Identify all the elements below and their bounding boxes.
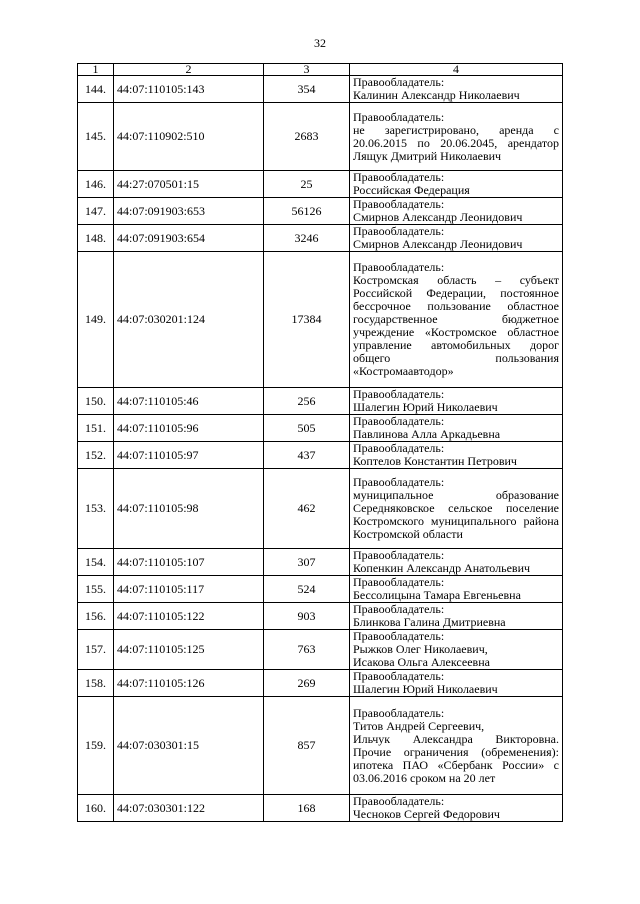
owner-cell [350, 630, 563, 670]
owner-cell [350, 697, 563, 795]
cadastral-number: 44:07:110105:122 [114, 603, 264, 630]
plot-area: 168 [264, 795, 350, 822]
owner-name: Шалегин Юрий Николаевич [353, 682, 498, 696]
row-number: 155. [78, 576, 114, 603]
table-row [78, 576, 563, 603]
cadastral-number: 44:27:070501:15 [114, 171, 264, 198]
table-row [78, 171, 563, 198]
owner-cell [350, 225, 563, 252]
plot-area: 857 [264, 697, 350, 795]
owner-name: Шалегин Юрий Николаевич [353, 400, 498, 414]
table-row [78, 103, 563, 171]
owner-name: Рыжков Олег Николаевич, Исакова Ольга Алексеевна [353, 642, 490, 669]
cadastral-number: 44:07:030301:15 [114, 697, 264, 795]
table-header-row [78, 64, 563, 76]
row-number: 158. [78, 670, 114, 697]
owner-label: Правообладатель: [353, 109, 445, 124]
plot-area: 903 [264, 603, 350, 630]
row-number: 147. [78, 198, 114, 225]
row-number: 151. [78, 415, 114, 442]
row-number: 152. [78, 442, 114, 469]
owner-cell [350, 252, 563, 388]
owner-label: Правообладатель: [353, 224, 445, 238]
plot-area: 524 [264, 576, 350, 603]
owner-name: Бессолицына Тамара Евгеньевна [353, 588, 521, 602]
plot-area: 2683 [264, 103, 350, 171]
owner-name: Коптелов Константин Петрович [353, 454, 517, 468]
table-body [78, 76, 563, 822]
owner-cell [350, 76, 563, 103]
cadastral-number: 44:07:110105:107 [114, 549, 264, 576]
plot-area: 56126 [264, 198, 350, 225]
column-header-owner: 4 [350, 64, 563, 76]
table-row [78, 225, 563, 252]
cadastral-number: 44:07:030201:124 [114, 252, 264, 388]
row-number: 146. [78, 171, 114, 198]
row-number: 148. [78, 225, 114, 252]
row-number: 160. [78, 795, 114, 822]
table-row [78, 630, 563, 670]
owner-cell [350, 198, 563, 225]
cadastral-number: 44:07:030301:122 [114, 795, 264, 822]
table-row [78, 795, 563, 822]
page-number: 32 [314, 36, 326, 50]
column-header-number: 1 [78, 64, 114, 76]
row-number: 144. [78, 76, 114, 103]
cadastral-number: 44:07:110105:96 [114, 415, 264, 442]
owner-name: муниципальное образование Середняковское сельское поселение Костромского муниципального района Костромской области [353, 488, 559, 541]
owner-label: Правообладатель: [353, 197, 445, 211]
owner-cell [350, 549, 563, 576]
land-plots-table [77, 63, 563, 822]
row-number: 150. [78, 388, 114, 415]
owner-cell [350, 603, 563, 630]
owner-cell [350, 442, 563, 469]
row-number: 157. [78, 630, 114, 670]
owner-label: Правообладатель: [353, 669, 445, 683]
owner-cell [350, 576, 563, 603]
cadastral-number: 44:07:110105:117 [114, 576, 264, 603]
plot-area: 25 [264, 171, 350, 198]
owner-label: Правообладатель: [353, 794, 445, 808]
cadastral-number: 44:07:110105:98 [114, 469, 264, 549]
cadastral-number: 44:07:091903:653 [114, 198, 264, 225]
cadastral-number: 44:07:110105:125 [114, 630, 264, 670]
cadastral-number: 44:07:110902:510 [114, 103, 264, 171]
owner-label: Правообладатель: [353, 260, 445, 274]
row-number: 156. [78, 603, 114, 630]
owner-label: Правообладатель: [353, 75, 445, 89]
owner-cell [350, 388, 563, 415]
owner-label: Правообладатель: [353, 414, 445, 428]
owner-label: Правообладатель: [353, 602, 445, 616]
column-header-area: 3 [264, 64, 350, 76]
owner-label: Правообладатель: [353, 629, 445, 643]
owner-name: Смирнов Александр Леонидович [353, 210, 523, 224]
owner-label: Правообладатель: [353, 441, 445, 455]
table-row [78, 442, 563, 469]
owner-name: Российская Федерация [353, 183, 470, 197]
plot-area: 763 [264, 630, 350, 670]
plot-area: 17384 [264, 252, 350, 388]
plot-area: 3246 [264, 225, 350, 252]
owner-cell [350, 415, 563, 442]
row-number: 153. [78, 469, 114, 549]
owner-name: Копенкин Александр Анатольевич [353, 561, 531, 575]
table-row [78, 549, 563, 576]
plot-area: 354 [264, 76, 350, 103]
table-row [78, 198, 563, 225]
owner-label: Правообладатель: [353, 475, 445, 489]
owner-label: Правообладатель: [353, 170, 445, 184]
cadastral-number: 44:07:110105:97 [114, 442, 264, 469]
plot-area: 437 [264, 442, 350, 469]
owner-cell [350, 171, 563, 198]
cadastral-number: 44:07:091903:654 [114, 225, 264, 252]
plot-area: 505 [264, 415, 350, 442]
row-number: 145. [78, 103, 114, 171]
row-number: 154. [78, 549, 114, 576]
row-number: 159. [78, 697, 114, 795]
owner-label: Правообладатель: [353, 705, 445, 720]
owner-cell [350, 103, 563, 171]
owner-name: Смирнов Александр Леонидович [353, 237, 523, 251]
row-number: 149. [78, 252, 114, 388]
owner-cell [350, 469, 563, 549]
owner-cell [350, 670, 563, 697]
plot-area: 307 [264, 549, 350, 576]
plot-area: 462 [264, 469, 350, 549]
owner-name: Чесноков Сергей Федорович [353, 807, 500, 821]
owner-label: Правообладатель: [353, 548, 445, 562]
plot-area: 269 [264, 670, 350, 697]
table-row [78, 388, 563, 415]
table-row [78, 415, 563, 442]
table-row [78, 252, 563, 388]
cadastral-number: 44:07:110105:126 [114, 670, 264, 697]
table-row [78, 469, 563, 549]
owner-name: Блинкова Галина Дмитриевна [353, 615, 506, 629]
plot-area: 256 [264, 388, 350, 415]
table-row [78, 670, 563, 697]
owner-name: Калинин Александр Николаевич [353, 88, 520, 102]
table-row [78, 76, 563, 103]
owner-name: Титов Андрей Сергеевич, Ильчук Александра Викторовна. Прочие ограничения (обременения): ипотека ПАО «Сбербанк России» с 03.06.2016 сроком на 20 лет [353, 718, 559, 785]
owner-label: Правообладатель: [353, 387, 445, 401]
table-row [78, 697, 563, 795]
cadastral-number: 44:07:110105:143 [114, 76, 264, 103]
table-row [78, 603, 563, 630]
owner-name: не зарегистрировано, аренда с 20.06.2015 по 20.06.2045, арендатор Лящук Дмитрий Николаевич [353, 122, 559, 163]
column-header-cadastral-number: 2 [114, 64, 264, 76]
owner-name: Костромская область – субъект Российской Федерации, постоянное бессрочное пользование областное государственное бюджетное учреждение «Костромское областное управление автомобильных дорог общего пользования «Костромаавтодор» [353, 273, 559, 378]
owner-cell [350, 795, 563, 822]
owner-label: Правообладатель: [353, 575, 445, 589]
cadastral-number: 44:07:110105:46 [114, 388, 264, 415]
owner-name: Павлинова Алла Аркадьевна [353, 427, 501, 441]
